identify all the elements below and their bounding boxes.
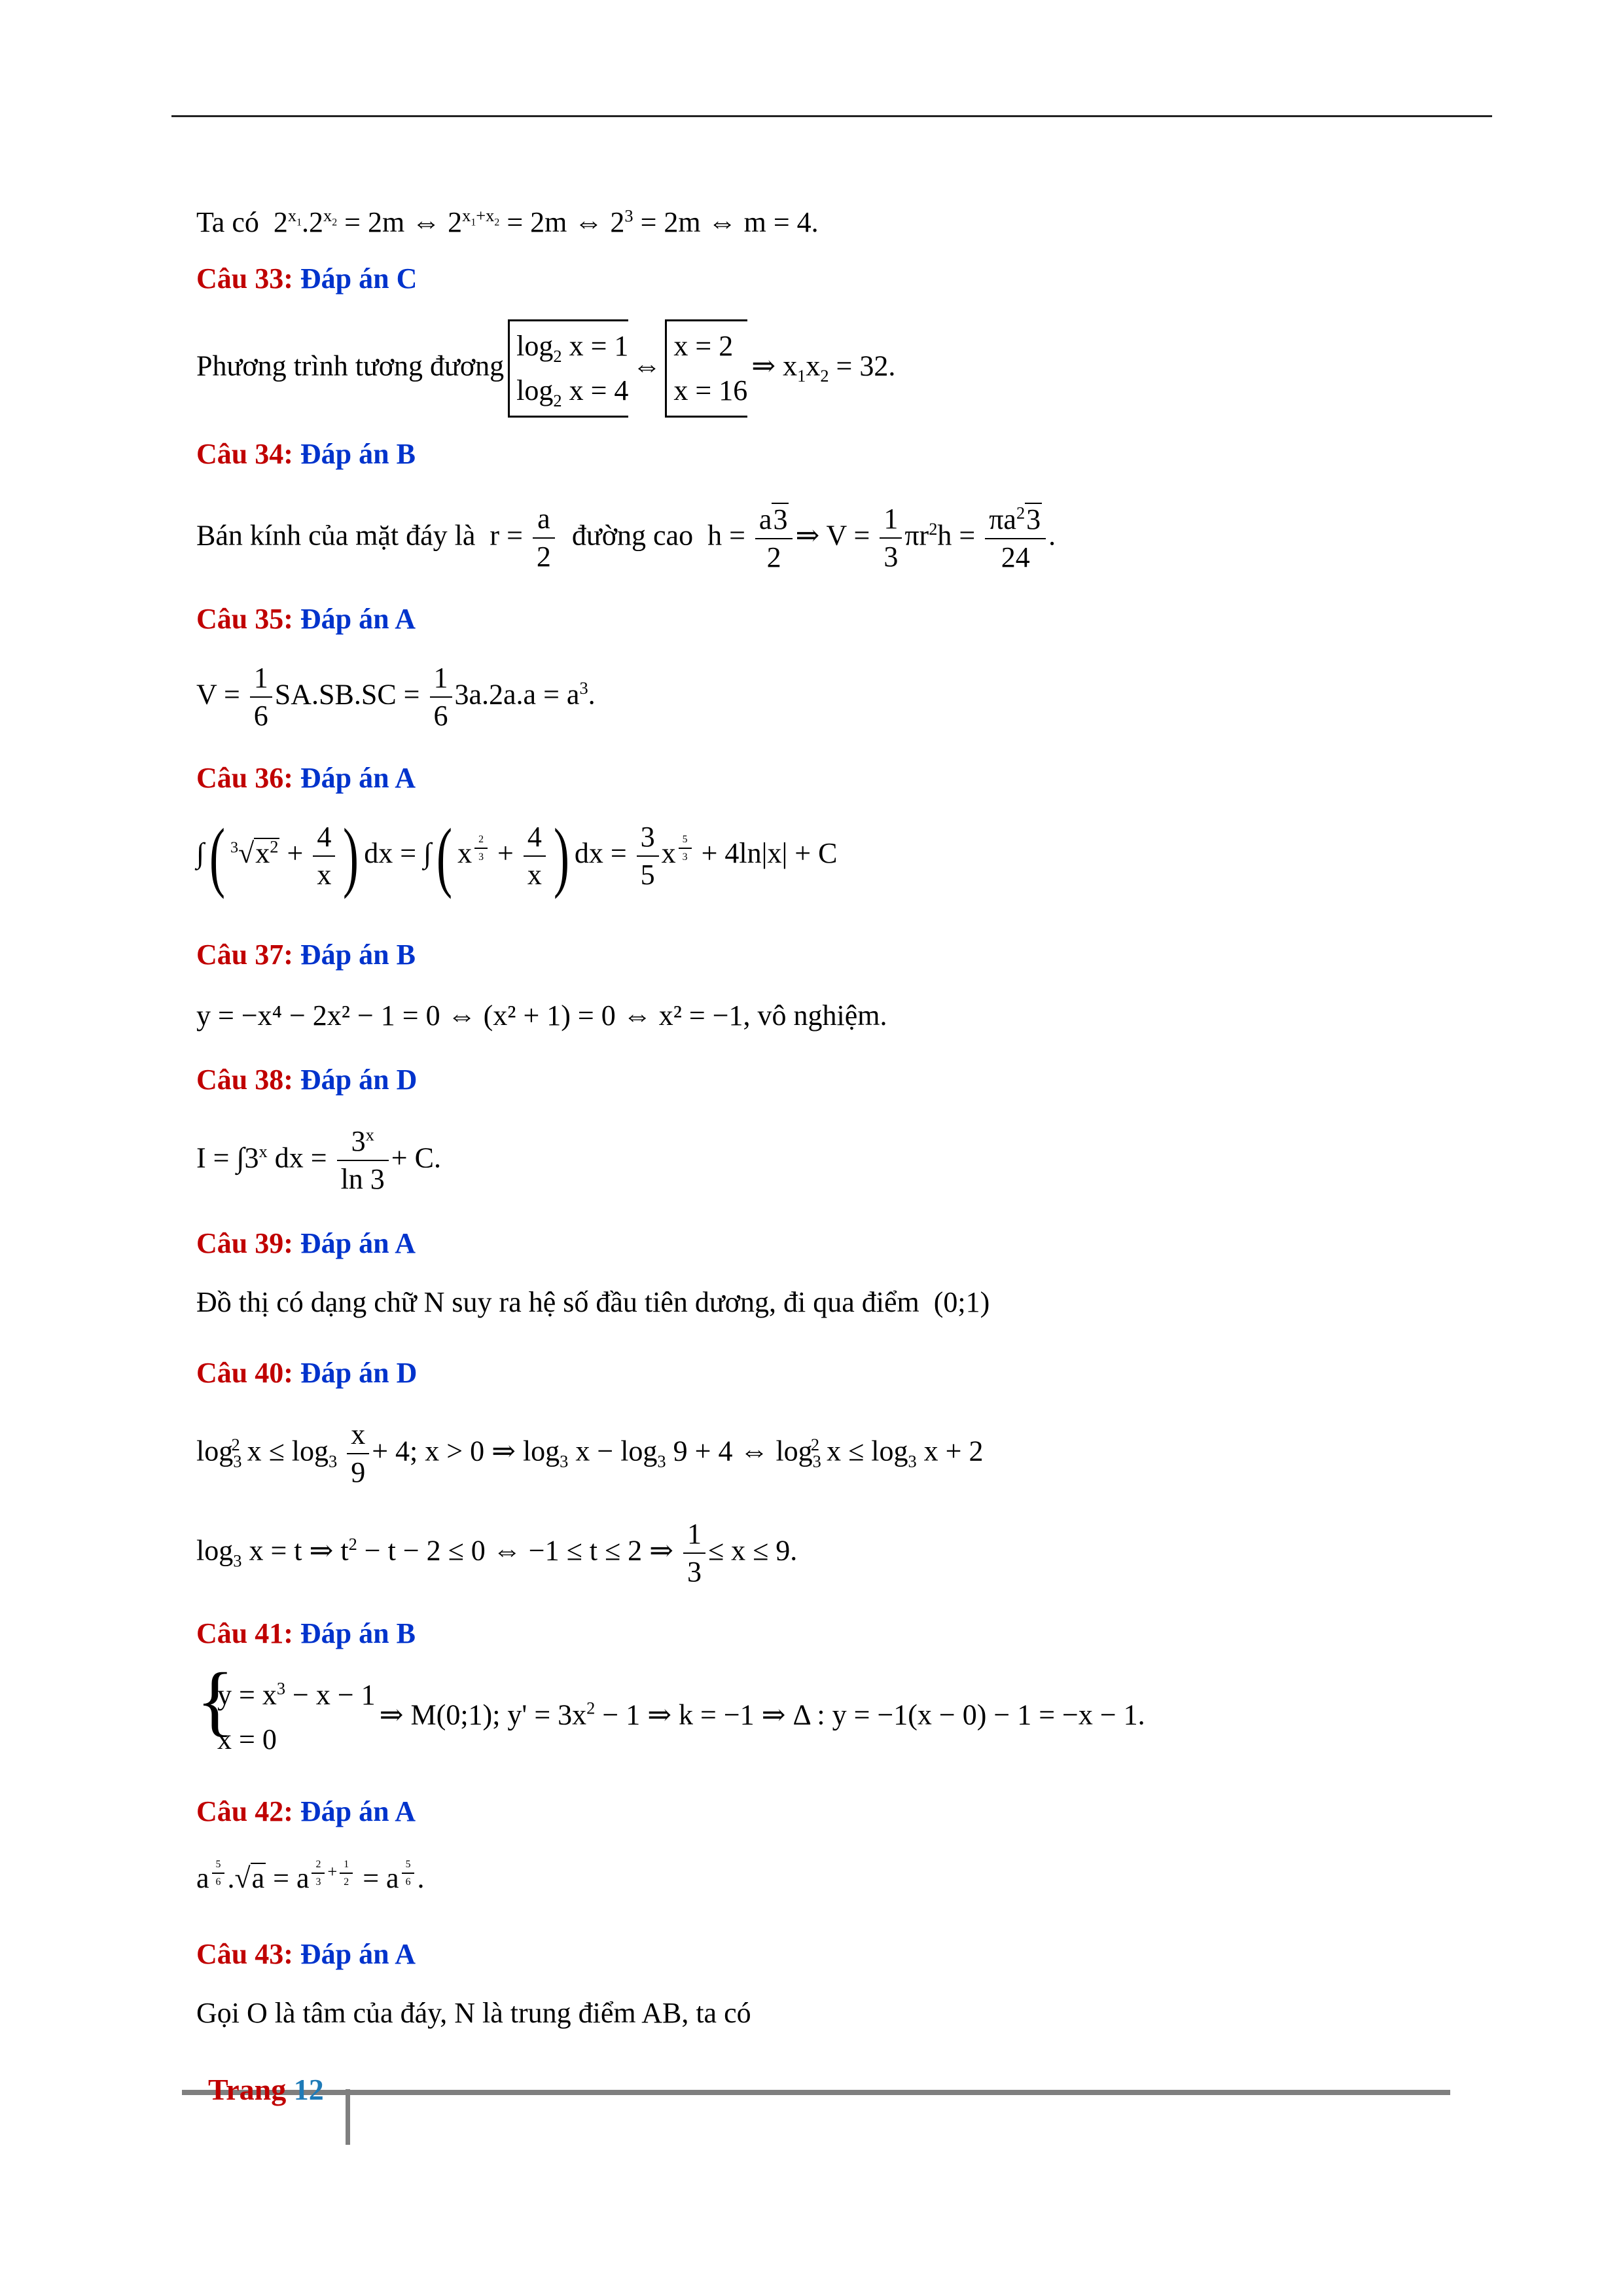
q39-text: Đồ thị có dạng chữ N suy ra hệ số đầu tiên dương, đi qua điểm (0;1) [196,1286,990,1318]
question-heading-40: Câu 40: Đáp án D [196,1357,418,1389]
q41-equation: { $y = x^3 - x - 1$ x = 0⇒ M(0;1); $y' = 3x^2 - 1$ ⇒ k = −1 ⇒ Δ : y = −1(x − 0) − 1 = −x − 1. [196,1673,1145,1762]
q33-equation: Phương trình tương đươnglog$_2$ x = 1 $\log_2 x$ = 4⇔x = 2 x = 16⇒ $x_1x_2 = 32$. [196,319,895,418]
q35-equation: V = $\frac{1}{6}$ SA.SB.SC = $\frac{1}{6}$ $3a.2a.a = a^3$. [196,662,596,732]
q43-text: Gọi O là tâm của đáy, N là trung điểm AB, ta có [196,1997,751,2029]
q42-equation: a $^{\frac{5}{6}}$ .√a = a $^{\frac{2}{3} + \frac{1}{2}}$ = a $^{\frac{5}{6}}$ . [196,1859,425,1895]
question-heading-34: Câu 34: Đáp án B [196,438,416,470]
q40-equation-2: $\log_3 x = t$ ⇒ $t^2 - t - 2 \le 0$ ⇔ −1 ≤ t ≤ 2 ⇒ $\frac{1}{3}$ ≤ x ≤ 9. [196,1518,798,1588]
question-heading-43: Câu 43: Đáp án A [196,1938,416,1970]
header-rule [171,115,1492,117]
question-heading-35: Câu 35: Đáp án A [196,603,416,635]
q34-equation: Bán kính của mặt đáy là r = $\frac{a}{2}$ đường cao h = $\frac{a3}{2}$ ⇒ V = $\frac{1}{3}$ $\pi r^2h$ = $\frac{\pi a^23}{24}$ . [196,503,1056,574]
q38-equation: $I = \int 3^x$ dx = $\frac{3^x}{\ln 3}$ + C. [196,1124,441,1196]
question-heading-36: Câu 36: Đáp án A [196,762,416,794]
q40-equation-1: $\log_3^2 x \le \log_3$ $\frac{x}{9}$ + 4; x > 0 ⇒ $\log_3 x - \log_3 9 + 4$ ⇔ $\log_3^2 x \le \log_3 x + 2$ [196,1418,984,1489]
page-number: Trang 12 [208,2073,324,2106]
question-heading-39: Câu 39: Đáp án A [196,1227,416,1259]
ta-co-line: Ta có $2^{x_1}.2^{x_2} = 2m$ ⇔ $2^{x_1+x_2} = 2m$ ⇔ $2^3 = 2m$ ⇔ m = 4. [196,206,819,238]
question-heading-42: Câu 42: Đáp án A [196,1795,416,1827]
question-heading-38: Câu 38: Đáp án D [196,1064,418,1096]
footer-divider [346,2089,350,2145]
q36-equation: ∫( $^3√x^2$ + $\frac{4}{x}$ ) dx = ∫( x $^{\frac{2}{3}}$ + $\frac{4}{x}$ ) dx = $\frac{3}{5}$ x $^{\frac{5}{3}}$ + 4ln|x| + C [196,812,838,899]
question-heading-41: Câu 41: Đáp án B [196,1617,416,1649]
question-heading-33: Câu 33: Đáp án C [196,262,418,295]
q39-point: (0;1) [933,1286,990,1318]
question-heading-37: Câu 37: Đáp án B [196,939,416,971]
footer-rule [182,2090,1450,2095]
q37-equation: y = −x⁴ − 2x² − 1 = 0 ⇔ (x² + 1) = 0 ⇔ x² = −1, vô nghiệm. [196,999,887,1031]
